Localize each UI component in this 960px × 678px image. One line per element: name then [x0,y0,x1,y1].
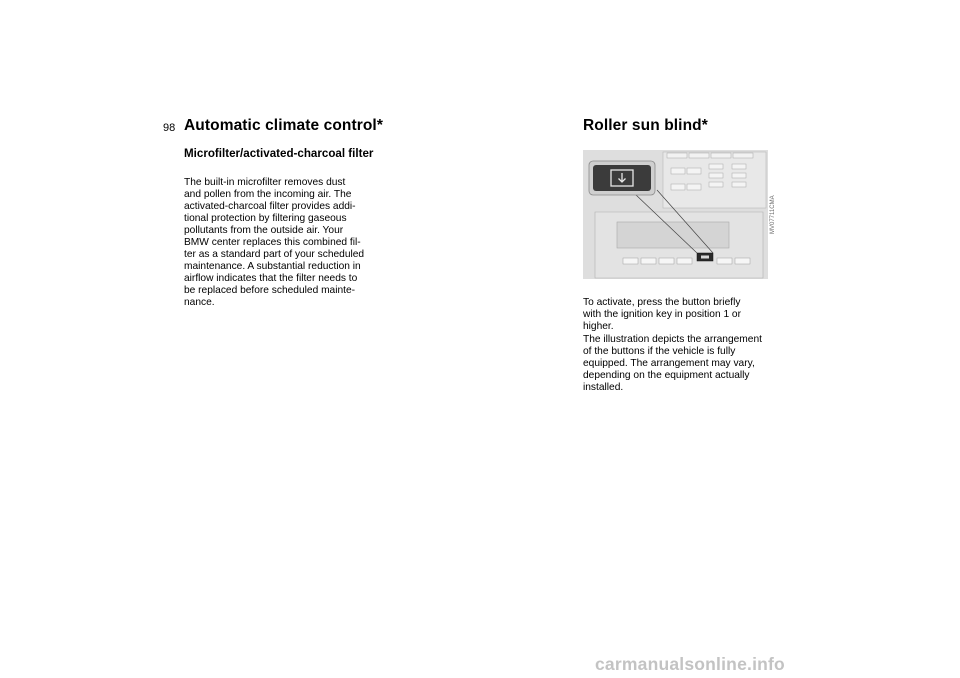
center-console-drawing [583,150,768,279]
illustration-code: MV07711CMA [770,195,776,234]
page-number: 98 [163,122,176,134]
activate-instructions: To activate, press the button briefly with the ignition key in position 1 or higher. [583,297,741,333]
sun-blind-heading: Roller sun blind* [583,117,708,134]
sun-blind-illustration [583,150,768,279]
climate-control-heading: Automatic climate control* [184,117,383,134]
watermark-link[interactable]: carmanualsonline.info [595,654,785,674]
filter-body-text: The built-in microfilter removes dust and pollen from the incoming air. The activated-charcoal filter provides addi- tional protection by filtering gaseous pollutants from the outside air. Your BMW center replaces this combined fil- ter as a standard part of your scheduled maintenance. A substantial reduction in airflow indicates that the filter needs to be replaced before scheduled mainte- nance. [184,177,365,309]
filter-subheading: Microfilter/activated-charcoal filter [184,147,374,160]
arrangement-note: The illustration depicts the arrangement of the buttons if the vehicle is fully equipped. The arrangement may vary, depending on the equipment actually installed. [583,334,762,394]
